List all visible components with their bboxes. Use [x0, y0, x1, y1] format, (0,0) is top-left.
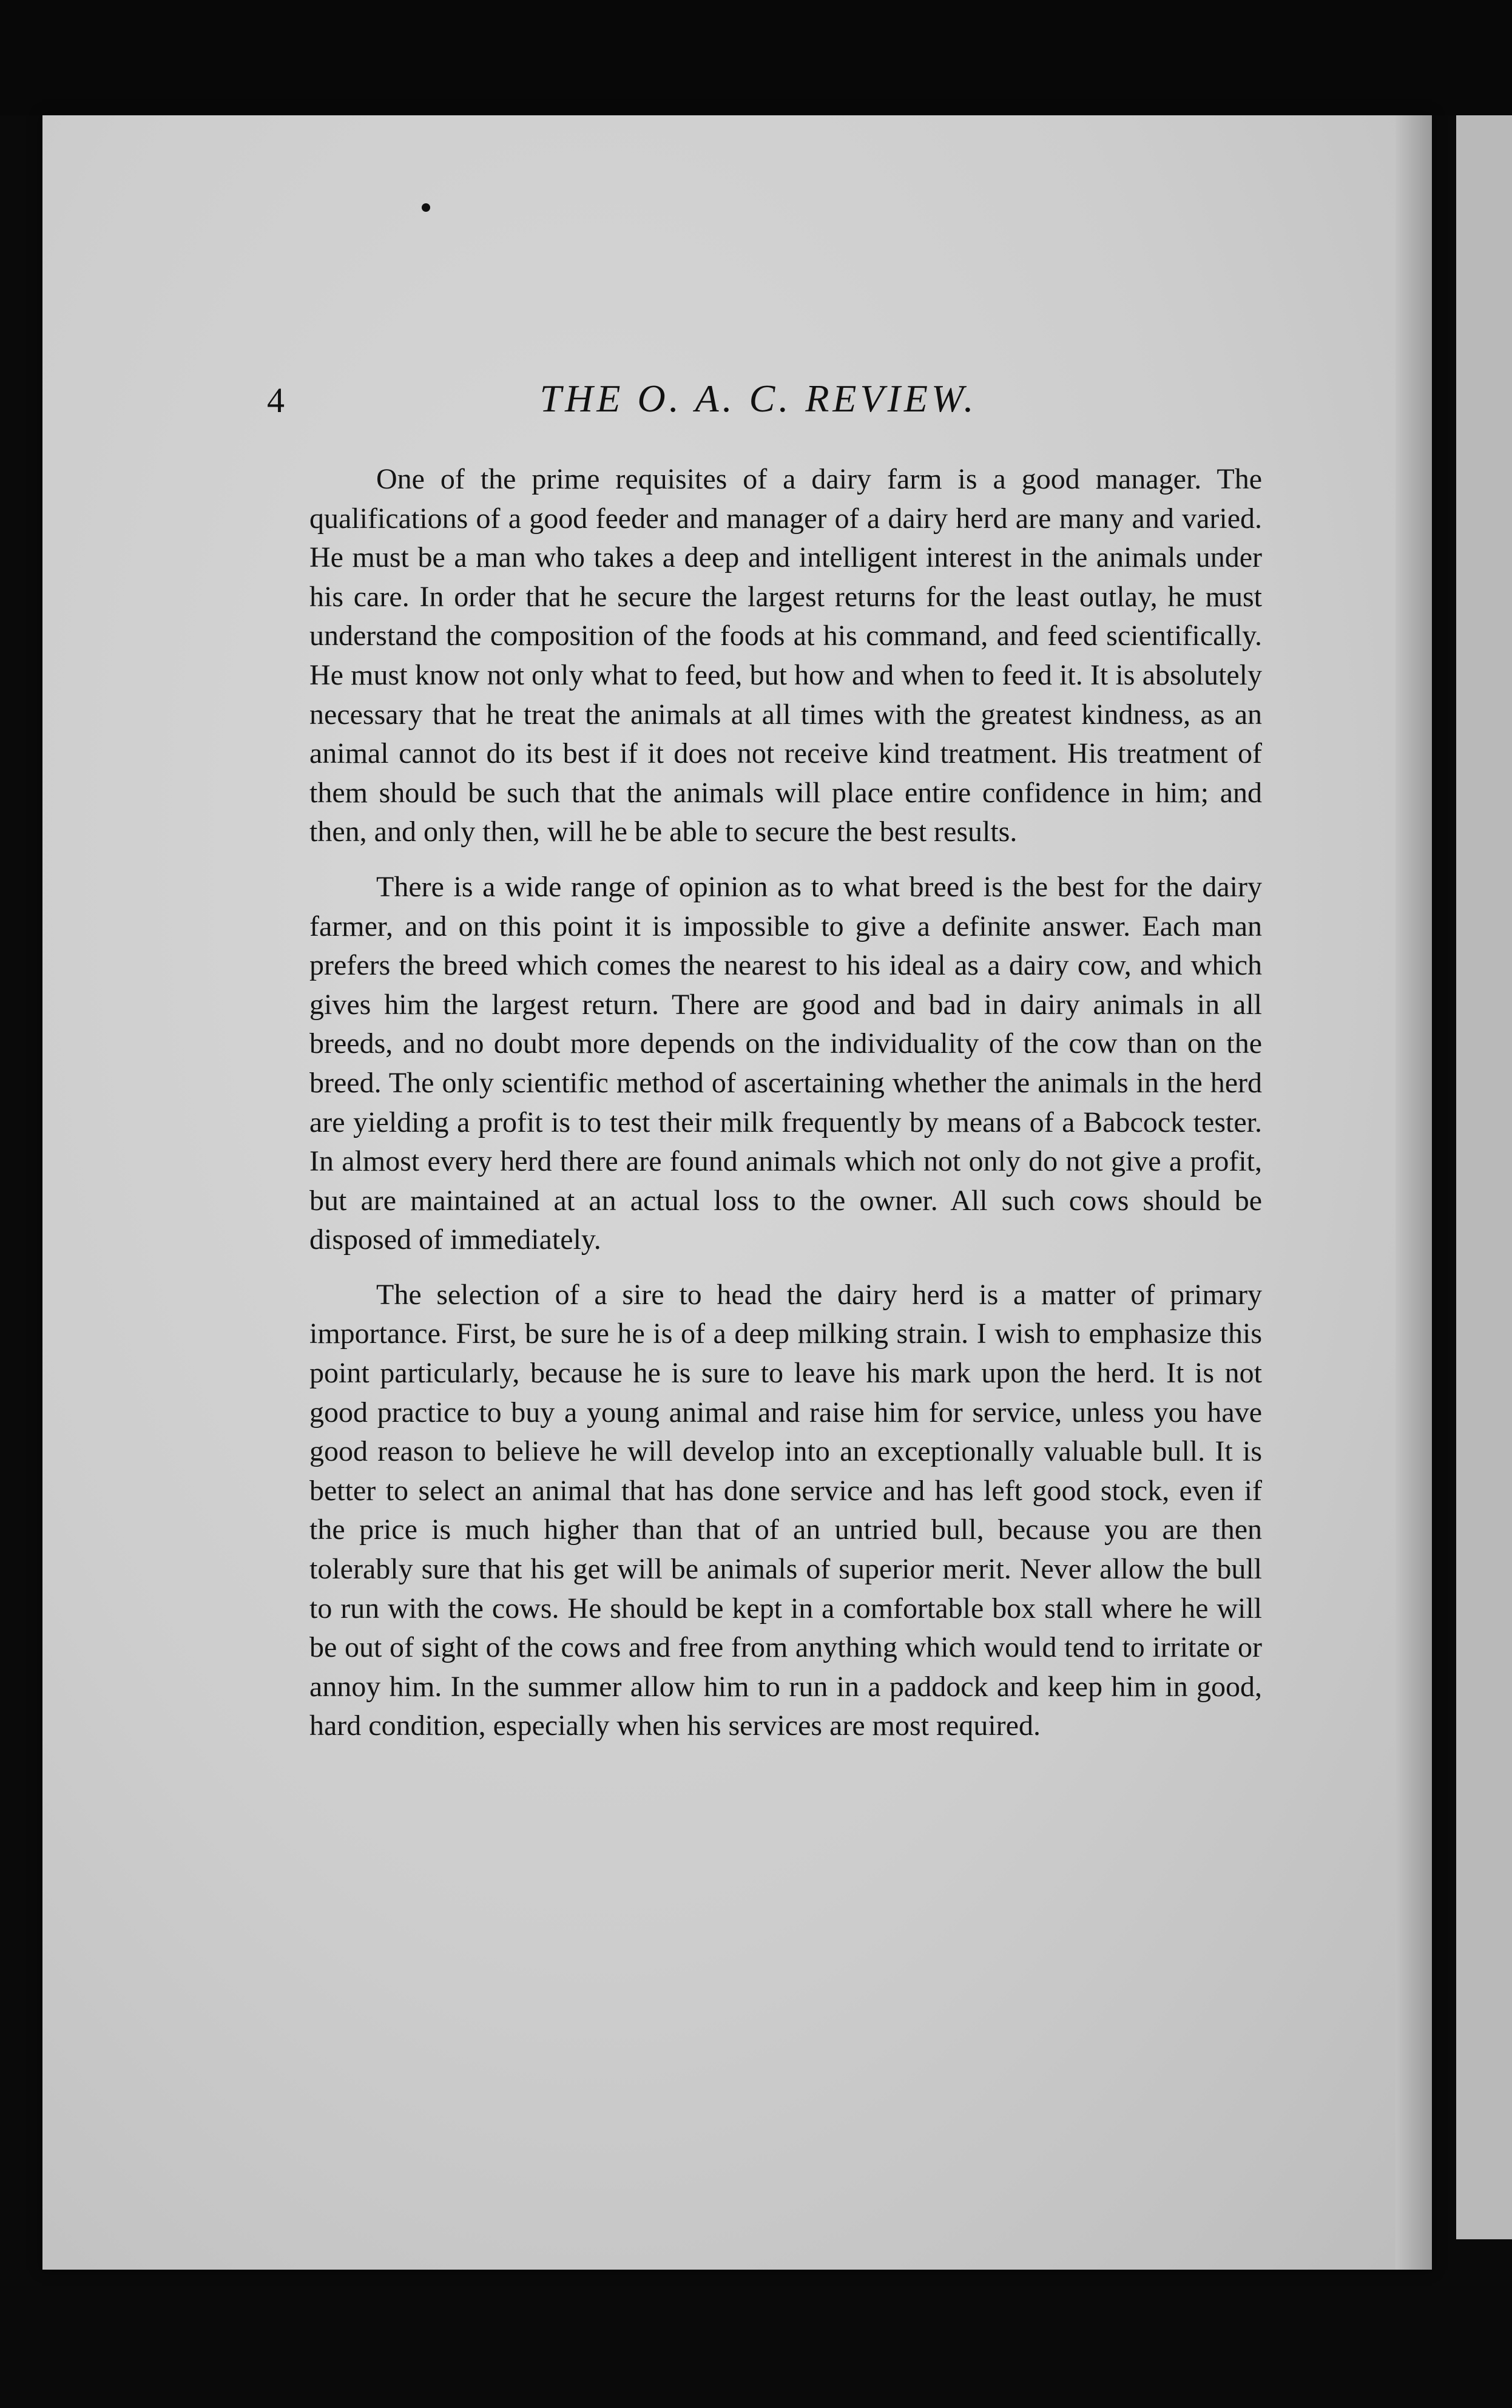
adjacent-page-edge — [1456, 115, 1512, 2239]
paragraph-breed: There is a wide range of opinion as to what breed is the best for the dairy farmer, and on this point it is impossible to give a definite answer. Each man prefers the breed which comes the nearest to his ideal as a dairy cow, and which gives him the largest return. There are good and bad in dairy animals in all breeds, and no doubt more depends on the individuality of the cow than on the breed. The only scientific method of ascertaining whether the animals in the herd are yielding a profit is to test their milk frequently by means of a Babcock tester. In almost every herd there are found animals which not only do not give a profit, but are maintained at an actual loss to the owner. All such cows should be disposed of immediately. — [309, 870, 1262, 1256]
article-body — [309, 460, 1262, 1762]
running-head: THE O. A. C. REVIEW. — [539, 377, 977, 420]
film-border — [0, 0, 1512, 115]
page-gutter-shadow — [1396, 115, 1432, 2270]
paragraph-manager: One of the prime requisites of a dairy farm is a good manager. The qualifications of a good feeder and manager of a dairy herd are many and varied. He must be a man who takes a deep and intelligent interest in the animals under his care. In order that he secure the largest returns for the least outlay, he must understand the composition of the foods at his command, and feed scientifically. He must know not only what to feed, but how and when to feed it. It is absolutely necessary that he treat the animals at all times with the greatest kindness, as an animal cannot do its best if it does not receive kind treatment. His treatment of them should be such that the animals will place entire confidence in him; and then, and only then, will he be able to secure the best results. — [309, 463, 1262, 848]
paragraph-sire: The selection of a sire to head the dairy herd is a matter of primary importance. First, be sure he is of a deep milking strain. I wish to emphasize this point particularly, because he is sure to leave his mark upon the herd. It is not good practice to buy a young animal and raise him for service, unless you have good reason to believe he will develop into an exceptionally valuable bull. It is better to select an animal that has done service and has left good stock, even if the price is much higher than that of an untried bull, because you are then tolerably sure that his get will be animals of superior merit. Never allow the bull to run with the cows. He should be kept in a comfortable box stall where he will be out of sight of the cows and free from anything which would tend to irritate or annoy him. In the summer allow him to run in a paddock and keep him in good, hard condition, especially when his services are most required. — [309, 1278, 1262, 1742]
page-number: 4 — [267, 380, 285, 420]
ink-speck — [422, 203, 430, 212]
page-header — [267, 376, 1250, 431]
